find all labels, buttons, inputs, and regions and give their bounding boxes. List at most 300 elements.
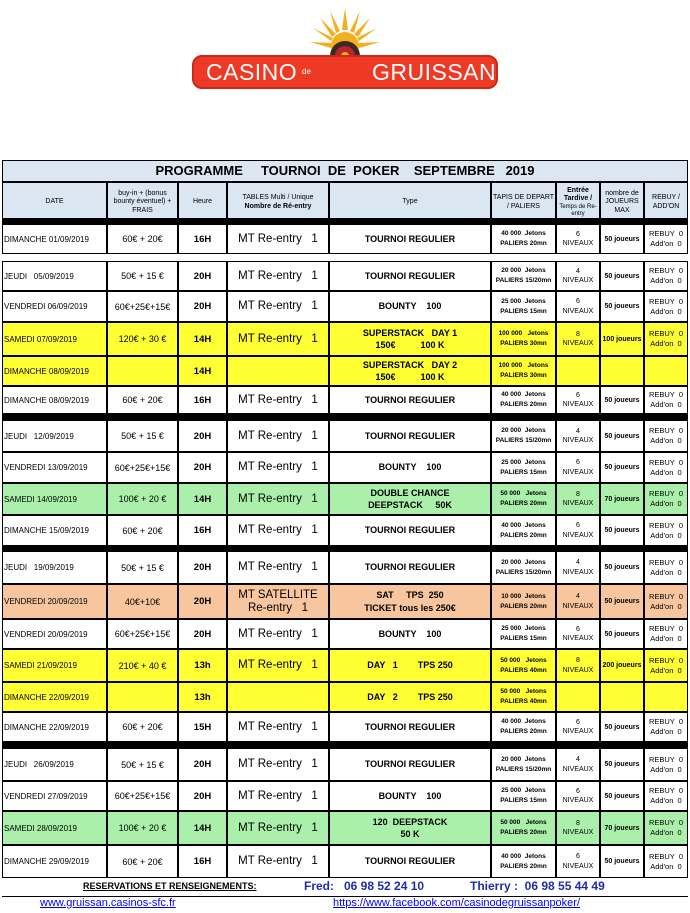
- tournament-row: [2, 261, 688, 291]
- cell-heure: [178, 811, 227, 845]
- cell-tapis: [491, 811, 556, 845]
- cell-type: [329, 584, 491, 619]
- cell-rebuy: [644, 515, 688, 546]
- cell-tapis-text: 40 000 Jetons PALIERS 20mn: [500, 852, 547, 870]
- cell-heure-text: 14H: [193, 822, 212, 834]
- cell-date: [2, 291, 107, 322]
- cell-rebuy: [644, 845, 688, 878]
- cell-nb: [600, 619, 644, 649]
- cell-tables-text: MT Re-entry 1: [238, 269, 318, 282]
- cell-tapis-text: 25 000 Jetons PALIERS 15mn: [500, 625, 547, 642]
- cell-heure: [178, 845, 227, 878]
- cell-buyin-text: 60€+25€+15€: [114, 301, 171, 312]
- cell-tables-text: MT Re-entry 1: [238, 461, 318, 474]
- cell-buyin: [107, 356, 178, 386]
- cell-type-text: SUPERSTACK DAY 2 150€ 100 K: [362, 359, 458, 382]
- header-entree-line1: Entrée Tardive /: [563, 186, 593, 203]
- cell-rebuy: [644, 811, 688, 845]
- cell-rebuy-text: REBUY 0 Add'on 0: [648, 754, 684, 774]
- cell-tapis-text: 20 000 Jetons PALIERS 15/20mn: [495, 427, 552, 444]
- cell-rebuy: [644, 386, 688, 414]
- schedule-table: [0, 160, 690, 879]
- cell-heure: [178, 781, 227, 811]
- cell-date-text: VENDREDI 06/09/2019: [4, 302, 88, 311]
- cell-entree: [556, 712, 600, 742]
- cell-tapis: [491, 781, 556, 811]
- cell-buyin: [107, 781, 178, 811]
- cell-heure-text: 20H: [193, 462, 212, 473]
- cell-tables: [227, 452, 329, 483]
- cell-tapis-text: 40 000 Jetons PALIERS 20mn: [500, 391, 547, 408]
- cell-buyin-text: 120€ + 30 €: [118, 334, 167, 344]
- cell-rebuy-text: REBUY 0 Add'on 0: [648, 390, 684, 409]
- cell-tables-text: MT Re-entry 1: [238, 300, 318, 313]
- cell-buyin: [107, 619, 178, 649]
- cell-heure: [178, 483, 227, 515]
- cell-buyin-text: 100€ + 20 €: [118, 494, 167, 504]
- cell-tapis-text: 50 000 Jetons PALIERS 20mn: [500, 490, 547, 507]
- cell-tapis-text: 20 000 Jetons PALIERS 15/20mn: [495, 267, 552, 284]
- tournament-row: [2, 811, 688, 845]
- cell-tables: [227, 619, 329, 649]
- cell-date: [2, 811, 107, 845]
- cell-type: [329, 515, 491, 546]
- header-tables-line2: Nombre de Ré-entry: [244, 202, 312, 210]
- cell-tables: [227, 712, 329, 742]
- header-type: Type: [329, 182, 491, 223]
- fred-phone[interactable]: Fred: 06 98 52 24 10: [304, 879, 425, 893]
- cell-tables-text: MT Re-entry 1: [238, 821, 318, 834]
- cell-entree: [556, 420, 600, 452]
- cell-type: [329, 261, 491, 291]
- cell-rebuy: [644, 748, 688, 781]
- cell-tables-text: MT Re-entry 1: [238, 855, 318, 868]
- cell-tapis-text: 50 000 Jetons PALIERS 20mn: [500, 819, 547, 836]
- cell-date-text: SAMEDI 07/09/2019: [4, 334, 77, 344]
- cell-tables: [227, 420, 329, 452]
- cell-tables: [227, 649, 329, 682]
- cell-rebuy: [644, 483, 688, 515]
- cell-nb-text: 50 joueurs: [604, 598, 640, 605]
- cell-nb-text: 50 joueurs: [604, 630, 640, 638]
- cell-tapis: [491, 682, 556, 712]
- logo-banner: [192, 55, 498, 89]
- cell-buyin-text: 60€ + 20€: [122, 525, 163, 536]
- facebook-link[interactable]: https://www.facebook.com/casinodegruissanpoker/: [333, 897, 581, 909]
- tournament-row: [2, 224, 688, 254]
- cell-buyin-text: 60€ + 20€: [122, 722, 163, 732]
- cell-tables: [227, 781, 329, 811]
- cell-tables-text: MT Re-entry 1: [238, 627, 318, 640]
- cell-tables-text: MT Re-entry 1: [238, 524, 318, 537]
- cell-tables-text: MT Re-entry 1: [238, 492, 318, 505]
- cell-heure: [178, 452, 227, 483]
- cell-date: [2, 261, 107, 291]
- cell-date: [2, 584, 107, 619]
- cell-buyin: [107, 224, 178, 254]
- tournament-row: [2, 649, 688, 682]
- cell-tables: [227, 386, 329, 414]
- cell-rebuy: [644, 712, 688, 742]
- cell-tapis: [491, 420, 556, 452]
- cell-entree: [556, 682, 600, 712]
- cell-buyin-text: 50€ + 15 €: [121, 431, 164, 441]
- cell-entree: [556, 649, 600, 682]
- cell-buyin-text: 60€ + 20€: [122, 234, 163, 244]
- header-buyin: buy-in + (bonus bounty éventuel) + FRAIS: [107, 182, 178, 223]
- cell-rebuy: [644, 356, 688, 386]
- tournament-row: [2, 291, 688, 322]
- cell-nb-text: 50 joueurs: [604, 432, 640, 440]
- tournament-row: [2, 619, 688, 649]
- cell-tapis: [491, 845, 556, 878]
- cell-rebuy: [644, 420, 688, 452]
- cell-tapis-text: 10 000 Jetons PALIERS 20mn: [500, 592, 547, 610]
- cell-rebuy: [644, 619, 688, 649]
- cell-date: [2, 781, 107, 811]
- cell-heure: [178, 322, 227, 356]
- cell-nb-text: 50 joueurs: [604, 527, 640, 534]
- cell-heure: [178, 584, 227, 619]
- cell-rebuy-text: REBUY 0 Add'on 0: [648, 296, 684, 316]
- cell-date-text: DIMANCHE 01/09/2019: [4, 234, 89, 244]
- cell-tables: [227, 356, 329, 386]
- cell-heure: [178, 386, 227, 414]
- cell-heure-text: 16H: [193, 233, 212, 245]
- cell-nb: [600, 322, 644, 356]
- cell-date-text: SAMEDI 14/09/2019: [4, 494, 77, 504]
- cell-type: [329, 356, 491, 386]
- cell-nb-text: 50 joueurs: [604, 303, 640, 310]
- cell-nb: [600, 845, 644, 878]
- cell-buyin-text: 60€+25€+15€: [114, 629, 171, 639]
- cell-type: [329, 682, 491, 712]
- footer-links: [0, 897, 690, 913]
- cell-rebuy: [644, 224, 688, 254]
- cell-type: [329, 224, 491, 254]
- cell-tables: [227, 515, 329, 546]
- cell-tapis-text: 50 000 Jetons PALIERS 40mn: [500, 688, 547, 705]
- thierry-phone[interactable]: Thierry : 06 98 55 44 49: [470, 879, 605, 893]
- cell-type: [329, 811, 491, 845]
- cell-entree: [556, 483, 600, 515]
- cell-entree: [556, 386, 600, 414]
- cell-heure-text: 20H: [193, 790, 212, 802]
- cell-buyin-text: 60€+25€+15€: [114, 791, 171, 801]
- tournament-row: [2, 483, 688, 515]
- cell-nb-text: 200 joueurs: [602, 662, 642, 669]
- cell-nb: [600, 224, 644, 254]
- tournament-row: [2, 748, 688, 781]
- cell-buyin-text: 50€ + 15 €: [121, 759, 164, 770]
- cell-type: [329, 322, 491, 356]
- cell-tables: [227, 682, 329, 712]
- cell-date-text: VENDREDI 13/09/2019: [4, 463, 88, 472]
- cell-nb-text: 50 joueurs: [604, 564, 640, 571]
- cell-tapis-text: 20 000 Jetons PALIERS 15/20mn: [495, 558, 552, 576]
- cell-date: [2, 356, 107, 386]
- cell-heure-text: 20H: [193, 301, 212, 312]
- cell-entree-text: 4 NIVEAUX: [562, 756, 594, 773]
- cell-buyin: [107, 322, 178, 356]
- cell-nb: [600, 712, 644, 742]
- cell-tables: [227, 748, 329, 781]
- cell-type-text: BOUNTY 100: [378, 628, 442, 639]
- cell-entree-text: 4 NIVEAUX: [562, 559, 594, 576]
- cell-tapis-text: 20 000 Jetons PALIERS 15/20mn: [495, 755, 552, 773]
- cell-type-text: DOUBLE CHANCE DEEPSTACK 50K: [368, 487, 452, 510]
- header-heure: Heure: [178, 182, 227, 223]
- cell-nb-text: 100 joueurs: [602, 335, 642, 343]
- cell-rebuy: [644, 584, 688, 619]
- cell-nb: [600, 483, 644, 515]
- cell-type-text: BOUNTY 100: [378, 301, 442, 312]
- website-link[interactable]: www.gruissan.casinos-sfc.fr: [40, 897, 176, 909]
- cell-entree-text: 6 NIVEAUX: [562, 625, 594, 642]
- cell-entree-text: 4 NIVEAUX: [562, 267, 594, 284]
- header-tables-line1: TABLES Multi / Unique: [242, 194, 314, 202]
- cell-tables-text: MT Re-entry 1: [238, 561, 318, 574]
- cell-rebuy-text: REBUY 0 Add'on 0: [648, 851, 684, 871]
- logo-de-text: de: [302, 67, 311, 76]
- cell-tables-text: MT Re-entry 1: [238, 659, 318, 672]
- tournament-row: [2, 322, 688, 356]
- cell-rebuy-text: REBUY 0 Add'on 0: [648, 489, 684, 508]
- cell-type-text: TOURNOI REGULIER: [364, 721, 456, 732]
- cell-type: [329, 483, 491, 515]
- cell-tapis: [491, 619, 556, 649]
- cell-date: [2, 386, 107, 414]
- tournament-row: [2, 584, 688, 619]
- cell-heure-text: 14H: [193, 333, 212, 345]
- cell-entree: [556, 452, 600, 483]
- cell-entree-text: 6 NIVEAUX: [562, 787, 594, 804]
- cell-heure: [178, 261, 227, 291]
- cell-rebuy-text: REBUY 0 Add'on 0: [648, 557, 684, 577]
- cell-heure-text: 16H: [193, 856, 212, 867]
- cell-rebuy-text: REBUY 0 Add'on 0: [648, 786, 684, 805]
- cell-tapis: [491, 584, 556, 619]
- cell-entree: [556, 322, 600, 356]
- cell-type: [329, 649, 491, 682]
- cell-tapis-text: 100 000 Jetons PALIERS 30mn: [498, 362, 549, 379]
- cell-date: [2, 483, 107, 515]
- reservations-label: RESERVATIONS ET RENSEIGNEMENTS:: [83, 881, 257, 891]
- cell-type: [329, 551, 491, 584]
- cell-tables: [227, 322, 329, 356]
- cell-tables: [227, 811, 329, 845]
- cell-tapis: [491, 712, 556, 742]
- cell-date: [2, 224, 107, 254]
- cell-tapis-text: 40 000 Jetons PALIERS 20mn: [500, 521, 547, 539]
- cell-date: [2, 452, 107, 483]
- cell-tapis: [491, 748, 556, 781]
- cell-tables-text: MT Re-entry 1: [238, 232, 318, 245]
- cell-rebuy: [644, 261, 688, 291]
- cell-type: [329, 845, 491, 878]
- cell-buyin: [107, 386, 178, 414]
- cell-type-text: TOURNOI REGULIER: [364, 759, 456, 770]
- casino-logo: [192, 8, 498, 94]
- cell-entree-text: 6 NIVEAUX: [562, 718, 594, 735]
- cell-date-text: DIMANCHE 29/09/2019: [4, 857, 89, 866]
- cell-nb-text: 50 joueurs: [604, 761, 640, 768]
- cell-tapis: [491, 322, 556, 356]
- cell-tapis: [491, 291, 556, 322]
- cell-heure-text: 20H: [193, 562, 212, 573]
- cell-rebuy-text: REBUY 0 Add'on 0: [648, 591, 684, 611]
- cell-type: [329, 420, 491, 452]
- header-date: DATE: [2, 182, 107, 223]
- cell-entree-text: 6 NIVEAUX: [562, 522, 594, 539]
- cell-date-text: DIMANCHE 15/09/2019: [4, 526, 89, 535]
- cell-entree: [556, 781, 600, 811]
- header-tapis: TAPIS DE DEPART / PALIERS: [491, 182, 556, 223]
- tournament-row: [2, 452, 688, 483]
- cell-rebuy-text: REBUY 0 Add'on 0: [648, 329, 684, 348]
- cell-date: [2, 322, 107, 356]
- cell-heure-text: 15H: [193, 721, 212, 733]
- cell-tables: [227, 551, 329, 584]
- cell-tapis-text: 40 000 Jetons PALIERS 20mn: [500, 718, 547, 735]
- cell-date-text: JEUDI 19/09/2019: [4, 563, 74, 572]
- cell-type-text: TOURNOI REGULIER: [364, 856, 456, 867]
- cell-tables-text: MT Re-entry 1: [238, 758, 318, 771]
- cell-buyin: [107, 845, 178, 878]
- cell-tapis-text: 50 000 Jetons PALIERS 40mn: [500, 656, 547, 674]
- tournament-row: [2, 356, 688, 386]
- cell-buyin: [107, 811, 178, 845]
- table-title: PROGRAMME TOURNOI DE POKER SEPTEMBRE 2019: [2, 160, 688, 182]
- cell-nb: [600, 261, 644, 291]
- cell-rebuy: [644, 291, 688, 322]
- cell-tables: [227, 224, 329, 254]
- cell-heure-text: 20H: [193, 270, 212, 282]
- cell-date-text: DIMANCHE 22/09/2019: [4, 722, 89, 732]
- tournament-row: [2, 682, 688, 712]
- cell-type-text: DAY 1 TPS 250: [367, 660, 453, 671]
- cell-buyin: [107, 712, 178, 742]
- cell-type: [329, 748, 491, 781]
- header-entree-line2: Temps de Re-entry: [559, 203, 597, 217]
- cell-tables-text: MT SATELLITE Re-entry 1: [238, 588, 318, 614]
- cell-date-text: DIMANCHE 22/09/2019: [4, 692, 89, 702]
- cell-date: [2, 845, 107, 878]
- header-entree: [556, 182, 600, 223]
- cell-date-text: DIMANCHE 08/09/2019: [4, 366, 89, 376]
- cell-entree: [556, 356, 600, 386]
- cell-buyin: [107, 551, 178, 584]
- cell-entree: [556, 811, 600, 845]
- cell-nb-text: 50 joueurs: [604, 858, 640, 865]
- cell-date-text: DIMANCHE 08/09/2019: [4, 395, 89, 405]
- cell-date-text: JEUDI 12/09/2019: [4, 431, 74, 441]
- cell-entree-text: 6 NIVEAUX: [562, 853, 594, 870]
- cell-nb: [600, 356, 644, 386]
- cell-entree: [556, 291, 600, 322]
- cell-rebuy: [644, 322, 688, 356]
- cell-rebuy-text: REBUY 0 Add'on 0: [648, 624, 684, 643]
- cell-tables: [227, 483, 329, 515]
- cell-tables-text: MT Re-entry 1: [238, 789, 318, 802]
- cell-heure: [178, 551, 227, 584]
- cell-entree: [556, 619, 600, 649]
- cell-buyin-text: 60€ + 20€: [122, 395, 163, 405]
- cell-buyin: [107, 452, 178, 483]
- cell-buyin-text: 100€ + 20 €: [118, 823, 167, 833]
- header-nombre: nombre de JOUEURS MAX: [600, 182, 644, 223]
- cell-tapis: [491, 515, 556, 546]
- cell-buyin-text: 50€ + 15 €: [121, 271, 164, 281]
- cell-buyin: [107, 291, 178, 322]
- cell-date: [2, 682, 107, 712]
- cell-nb: [600, 386, 644, 414]
- cell-tapis: [491, 261, 556, 291]
- cell-type-text: TOURNOI REGULIER: [364, 233, 456, 244]
- cell-date: [2, 619, 107, 649]
- cell-tables: [227, 261, 329, 291]
- cell-tables-text: MT Re-entry 1: [238, 720, 318, 733]
- cell-nb: [600, 584, 644, 619]
- cell-heure-text: 13h: [194, 660, 211, 671]
- cell-nb: [600, 649, 644, 682]
- cell-entree-text: 4 NIVEAUX: [562, 593, 594, 610]
- cell-nb-text: 70 joueurs: [604, 495, 640, 503]
- cell-rebuy-text: REBUY 0 Add'on 0: [648, 818, 684, 837]
- cell-entree-text: 6 NIVEAUX: [562, 459, 594, 476]
- header-rebuy: REBUY / ADD'ON: [644, 182, 688, 223]
- cell-nb: [600, 781, 644, 811]
- cell-tapis-text: 25 000 Jetons PALIERS 15mn: [500, 458, 547, 476]
- cell-heure: [178, 649, 227, 682]
- cell-date-text: VENDREDI 27/09/2019: [4, 791, 88, 801]
- cell-nb: [600, 748, 644, 781]
- cell-type-text: SUPERSTACK DAY 1 150€ 100 K: [362, 327, 458, 350]
- cell-entree: [556, 515, 600, 546]
- cell-entree-text: 6 NIVEAUX: [562, 298, 594, 315]
- cell-rebuy: [644, 452, 688, 483]
- cell-entree: [556, 584, 600, 619]
- cell-type-text: TOURNOI REGULIER: [364, 562, 456, 573]
- cell-entree: [556, 224, 600, 254]
- cell-nb: [600, 452, 644, 483]
- cell-entree-text: 6 NIVEAUX: [562, 230, 594, 247]
- tournament-row: [2, 420, 688, 452]
- cell-type-text: TOURNOI REGULIER: [364, 394, 456, 405]
- cell-tapis: [491, 356, 556, 386]
- cell-nb: [600, 515, 644, 546]
- cell-tables-text: MT Re-entry 1: [238, 429, 318, 442]
- cell-heure: [178, 619, 227, 649]
- cell-entree-text: 8 NIVEAUX: [562, 819, 594, 836]
- cell-buyin-text: 50€ + 15 €: [121, 562, 164, 573]
- cell-rebuy-text: REBUY 0 Add'on 0: [648, 655, 684, 675]
- cell-tapis: [491, 649, 556, 682]
- tournament-row: [2, 712, 688, 742]
- cell-rebuy-text: REBUY 0 Add'on 0: [648, 717, 684, 736]
- cell-heure-text: 13h: [194, 691, 211, 703]
- cell-tapis: [491, 452, 556, 483]
- cell-buyin: [107, 261, 178, 291]
- cell-nb-text: 50 joueurs: [604, 723, 640, 731]
- cell-nb-text: 50 joueurs: [604, 792, 640, 800]
- cell-rebuy-text: REBUY 0 Add'on 0: [648, 520, 684, 540]
- cell-tables-text: MT Re-entry 1: [238, 332, 318, 345]
- cell-tapis-text: 40 000 Jetons PALIERS 20mn: [500, 230, 547, 247]
- logo-casino-text: CASINO: [206, 59, 298, 85]
- cell-tapis-text: 100 000 Jetons PALIERS 30mn: [498, 330, 549, 347]
- cell-type-text: SAT TPS 250 TICKET tous les 250€: [364, 590, 456, 613]
